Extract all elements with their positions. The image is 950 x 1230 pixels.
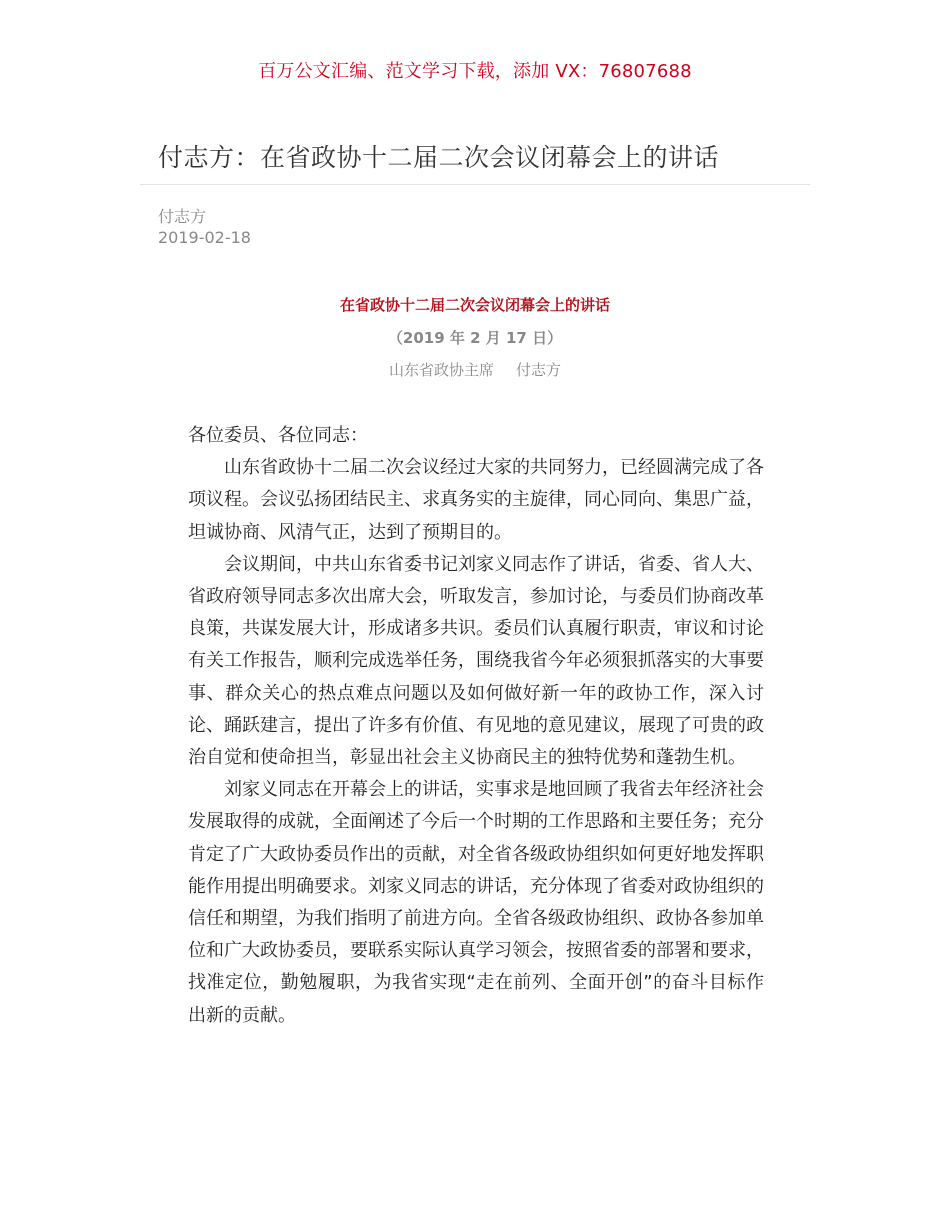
speech-body <box>188 420 764 1032</box>
article-author: 付志方 <box>158 207 207 226</box>
speaker-name: 付志方 <box>516 361 562 379</box>
speaker-org: 山东省政协主席 <box>388 361 494 379</box>
body-paragraph: 会议期间，中共山东省委书记刘家义同志作了讲话，省委、省人大、省政府领导同志多次出席大会，听取发言，参加讨论，与委员们协商改革良策，共谋发展大计，形成诸多共识。委员们认真履行职责，审议和讨论有关工作报告，顺利完成选举任务，围绕我省今年必须狠抓落实的大事要事、群众关心的热点难点问题以及如何做好新一年的政协工作，深入讨论、踊跃建言，提出了许多有价值、有见地的意见建议，展现了可贵的政治自觉和使命担当，彰显出社会主义协商民主的独特优势和蓬勃生机。 <box>188 553 764 769</box>
page-title: 付志方：在省政协十二届二次会议闭幕会上的讲话 <box>158 143 720 172</box>
title-divider <box>140 184 810 185</box>
salutation: 各位委员、各位同志： <box>188 425 368 446</box>
speech-title: 在省政协十二届二次会议闭幕会上的讲话 <box>339 296 610 314</box>
speaker-line <box>0 359 950 380</box>
speech-date: （2019 年 2 月 17 日） <box>387 329 563 347</box>
body-paragraph: 山东省政协十二届二次会议经过大家的共同努力，已经圆满完成了各项议程。会议弘扬团结民主、求真务实的主旋律，同心同向、集思广益，坦诚协商、风清气正，达到了预期目的。 <box>188 457 764 543</box>
article-date: 2019-02-18 <box>158 228 251 247</box>
promo-banner: 百万公文汇编、范文学习下载，添加 VX：76807688 <box>258 61 692 82</box>
body-paragraph: 刘家义同志在开幕会上的讲话，实事求是地回顾了我省去年经济社会发展取得的成就，全面阐述了今后一个时期的工作思路和主要任务；充分肯定了广大政协委员作出的贡献，对全省各级政协组织如何更好地发挥职能作用提出明确要求。刘家义同志的讲话，充分体现了省委对政协组织的信任和期望，为我们指明了前进方向。全省各级政协组织、政协各参加单位和广大政协委员，要联系实际认真学习领会，按照省委的部署和要求，找准定位，勤勉履职，为我省实现“走在前列、全面开创”的奋斗目标作出新的贡献。 <box>188 779 764 1026</box>
